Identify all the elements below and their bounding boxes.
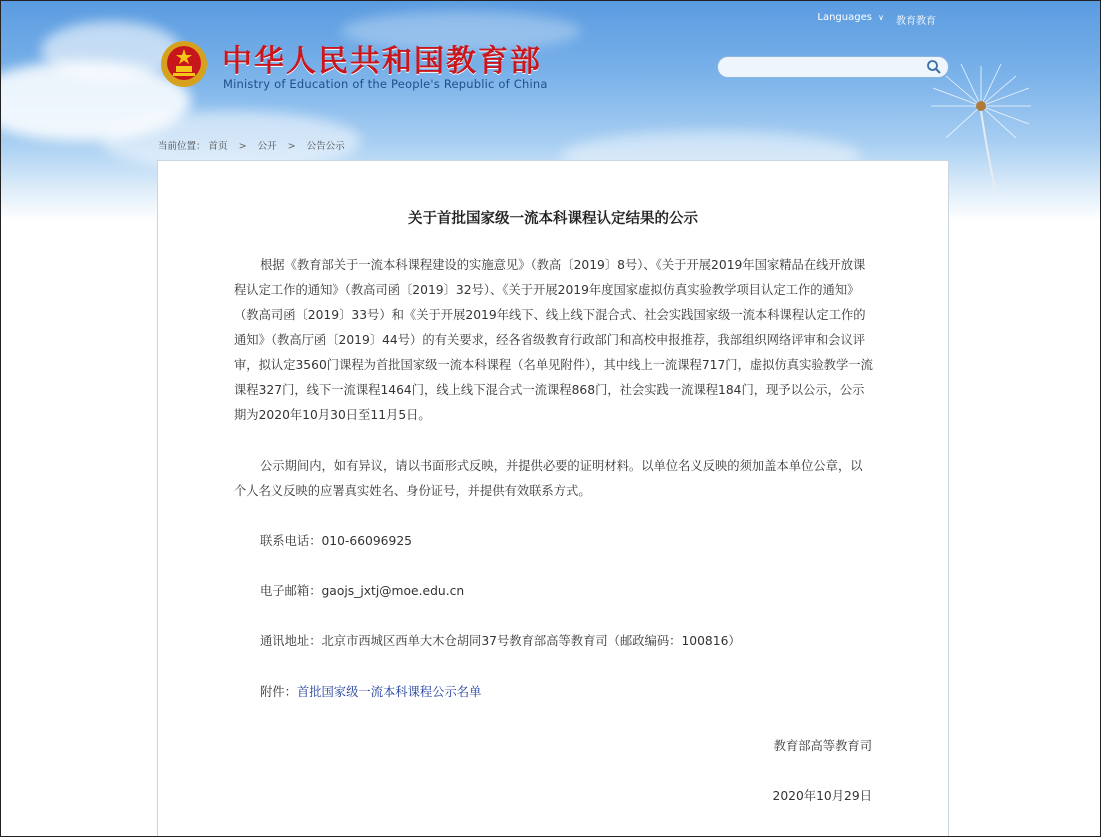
breadcrumb-separator: >: [238, 141, 247, 152]
attachment-label: 附件：: [260, 685, 297, 699]
publish-date: 2020年10月29日: [772, 789, 872, 803]
top-links: [817, 12, 936, 27]
attachment-row: [260, 682, 481, 700]
breadcrumb-public[interactable]: 公开: [257, 141, 277, 152]
article-paragraph-2: 公示期间内，如有异议，请以书面形式反映，并提供必要的证明材料。以单位名义反映的须加盖本单位公章，以个人名义反映的应署真实姓名、身份证号，并提供有效联系方式。: [234, 459, 863, 498]
site-title-en[interactable]: Ministry of Education of the People's Republic of China: [223, 77, 548, 91]
contact-email: 电子邮箱：gaojs_jxtj@moe.edu.cn: [260, 584, 465, 598]
signature: 教育部高等教育司: [773, 739, 872, 753]
national-emblem-icon: [159, 39, 209, 89]
languages-link[interactable]: [817, 12, 884, 27]
breadcrumb-announcements[interactable]: 公告公示: [306, 141, 345, 152]
search-box[interactable]: [717, 56, 949, 78]
languages-label: Languages: [817, 12, 872, 23]
contact-phone: 联系电话：010-66096925: [260, 534, 412, 548]
breadcrumb: [158, 138, 345, 152]
attachment-link[interactable]: 首批国家级一流本科课程公示名单: [296, 685, 482, 699]
breadcrumb-home[interactable]: 首页: [208, 141, 228, 152]
breadcrumb-prefix: 当前位置：: [158, 141, 206, 152]
site-title-cn[interactable]: 中华人民共和国教育部: [222, 44, 542, 79]
breadcrumb-separator: >: [287, 141, 296, 152]
article-paragraph-1: 根据《教育部关于一流本科课程建设的实施意见》（教高〔2019〕8号）、《关于开展2019年国家精品在线开放课程认定工作的通知》（教高司函〔2019〕32号）、《关于开展2019年度国家虚拟仿真实验教学项目认定工作的通知》（教高司函〔2019〕33号）和《关于开展2019年线下、线上线下混合式、社会实践国家级一流本科课程认定工作的通知》（教高厅函〔2019〕44号）的有关要求，经各省级教育行政部门和高校申报推荐，我部组织网络评审和会议评审，拟认定3560门课程为首批国家级一流本科课程（名单见附件），其中线上一流课程717门，虚拟仿真实验教学一流课程327门，线下一流课程1464门，线上线下混合式一流课程868门，社会实践一流课程184门，现予以公示，公示期为2020年10月30日至11月5日。: [234, 258, 873, 422]
article-title: 关于首批国家级一流本科课程认定结果的公示: [408, 211, 698, 227]
search-input[interactable]: [728, 59, 932, 79]
article-card: [157, 160, 949, 837]
chevron-down-icon: ∨: [878, 13, 884, 22]
contact-address: 通讯地址：北京市西城区西单大木仓胡同37号教育部高等教育司（邮政编码：100816）: [260, 634, 741, 648]
edu-link[interactable]: 教育教育: [896, 16, 936, 27]
